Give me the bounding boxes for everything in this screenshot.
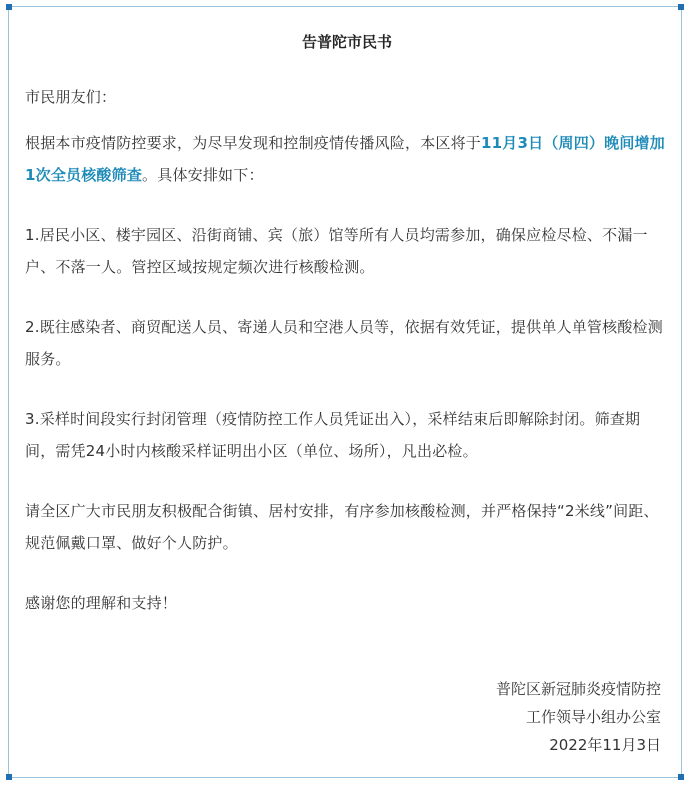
document-frame: [8, 6, 682, 778]
signature-org-line2: 工作领导小组办公室: [525, 708, 661, 726]
greeting: 市民朋友们：: [25, 88, 117, 106]
signature-block: [496, 675, 661, 759]
corner-mark: [678, 774, 684, 780]
appeal-paragraph: 请全区广大市民朋友积极配合街镇、居村安排，有序参加核酸检测，并严格保持“2米线”间距、规范佩戴口罩、做好个人防护。: [25, 502, 659, 552]
corner-mark: [6, 4, 12, 10]
document-body: [25, 29, 669, 647]
signature-org-line1: 普陀区新冠肺炎疫情防控: [495, 680, 661, 698]
signature-date: 2022年11月3日: [549, 736, 661, 754]
item-3: 3.采样时间段实行封闭管理（疫情防控工作人员凭证出入），采样结束后即解除封闭。筛查期间，需凭24小时内核酸采样证明出小区（单位、场所），凡出必检。: [25, 410, 641, 460]
intro-paragraph: [25, 127, 669, 191]
item-2: 2.既往感染者、商贸配送人员、寄递人员和空港人员等，依据有效凭证，提供单人单管核酸检测服务。: [25, 318, 663, 368]
corner-mark: [678, 4, 684, 10]
document-title: 告普陀市民书: [301, 33, 392, 51]
item-1: 1.居民小区、楼宇园区、沿街商铺、宾（旅）馆等所有人员均需参加，确保应检尽检、不漏一户、不落一人。管控区域按规定频次进行核酸检测。: [25, 226, 648, 276]
intro-highlight: 11月3日（周四）晚间增加1次全员核酸筛查: [25, 134, 665, 184]
corner-mark: [6, 774, 12, 780]
thanks-line: 感谢您的理解和支持！: [25, 594, 178, 612]
intro-text-before: 根据本市疫情防控要求，为尽早发现和控制疫情传播风险，本区将于: [25, 134, 482, 152]
intro-text-after: 。具体安排如下：: [142, 166, 264, 184]
